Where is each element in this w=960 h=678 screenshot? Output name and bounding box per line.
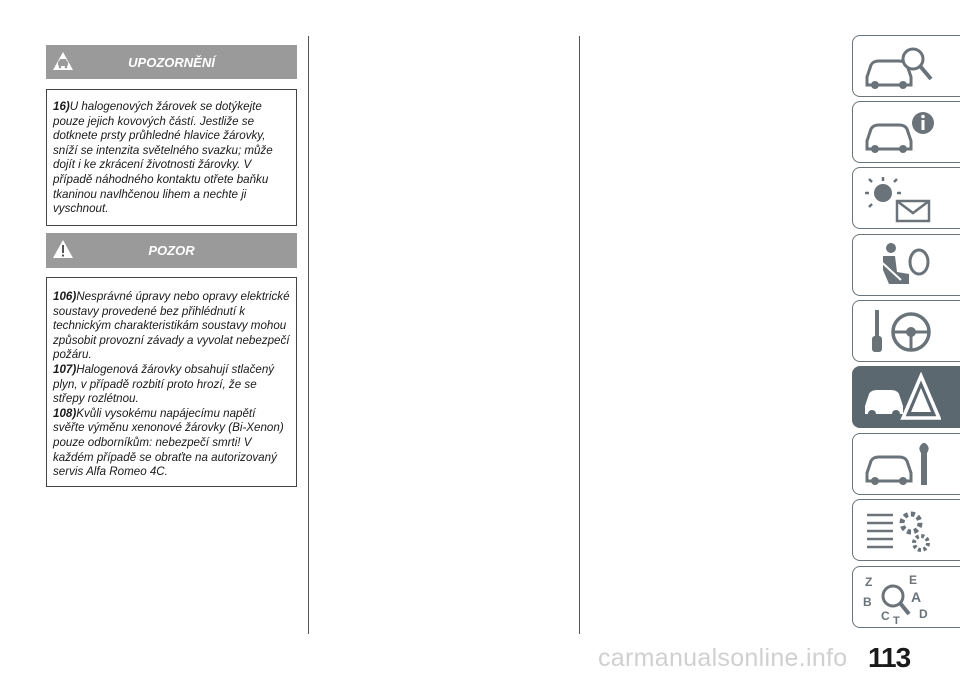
index-letter: T: [893, 615, 900, 624]
seat-airbag-icon: [861, 240, 941, 292]
car-wrench-icon: [861, 439, 941, 491]
note-number: 107): [53, 362, 77, 376]
tab-car-search[interactable]: [852, 35, 960, 97]
index-letter: D: [919, 607, 928, 621]
specs-gears-icon: [861, 505, 941, 557]
column-divider: [308, 36, 309, 634]
key-steering-wheel-icon: [861, 306, 941, 358]
tab-maintenance[interactable]: [852, 433, 960, 495]
caution-title: POZOR: [148, 243, 195, 258]
warning-header: [46, 45, 297, 79]
watermark: carmanualsonline.info: [598, 644, 848, 672]
index-search-icon: [861, 572, 941, 624]
note-text: Nesprávné úpravy nebo opravy elektrické soustavy provedené bez přihlédnutí k technickým charakteristikám soustavy mohou způsobit provozní závady a vyvolat nebezpečí požáru.: [53, 290, 290, 362]
tab-safety[interactable]: [852, 234, 960, 296]
caution-paragraph: [53, 407, 290, 480]
warning-paragraph: [53, 100, 290, 217]
breakdown-warning-icon: [861, 372, 941, 424]
warning-title: UPOZORNĚNÍ: [128, 54, 215, 70]
note-text: Kvůli vysokému napájecímu napětí svěřte výměnu xenonové žárovky (Bi-Xenon) pouze odborníkům: nebezpečí smrti! V každém případě se obraťte na autorizovaný servis Alfa Romeo 4C.: [53, 406, 284, 479]
tab-index[interactable]: [852, 566, 960, 628]
note-number: 108): [53, 406, 77, 420]
index-letter: E: [909, 573, 918, 587]
index-letter: A: [911, 589, 922, 605]
page-number: 113: [868, 642, 911, 673]
tab-starting-driving[interactable]: [852, 300, 960, 362]
tab-emergencies[interactable]: [852, 366, 960, 428]
tab-technical-specs[interactable]: [852, 499, 960, 561]
caution-header: [46, 233, 297, 268]
note-text: U halogenových žárovek se dotýkejte pouze jejich kovových částí. Jestliže se dotknete prsty průhledné hlavice žárovky, sníží se intenzita světelného svazku; může dojít i ke zkrácení životnosti žárovky. V případě náhodného kontaktu otřete baňku tkaninou navlhčenou lihem a nechte ji vyschnout.: [53, 100, 273, 216]
tab-lights-messages[interactable]: [852, 167, 960, 229]
note-number: 16): [53, 100, 70, 113]
index-letter: Z: [865, 575, 873, 589]
note-number: 106): [53, 290, 77, 303]
index-letter: C: [881, 609, 890, 623]
tab-car-info[interactable]: [852, 101, 960, 163]
car-info-icon: [861, 107, 941, 159]
car-search-icon: [861, 41, 941, 93]
index-letter: B: [863, 595, 872, 609]
caution-body: [46, 277, 297, 487]
warning-body: [46, 89, 297, 226]
column-divider: [579, 36, 580, 634]
caution-paragraph: [53, 290, 290, 363]
caution-paragraph: [53, 363, 290, 407]
lights-message-icon: [861, 173, 941, 225]
note-text: Halogenová žárovky obsahují stlačený plyn, v případě rozbití proto hrozí, že se střepy rozlétnou.: [53, 362, 275, 406]
